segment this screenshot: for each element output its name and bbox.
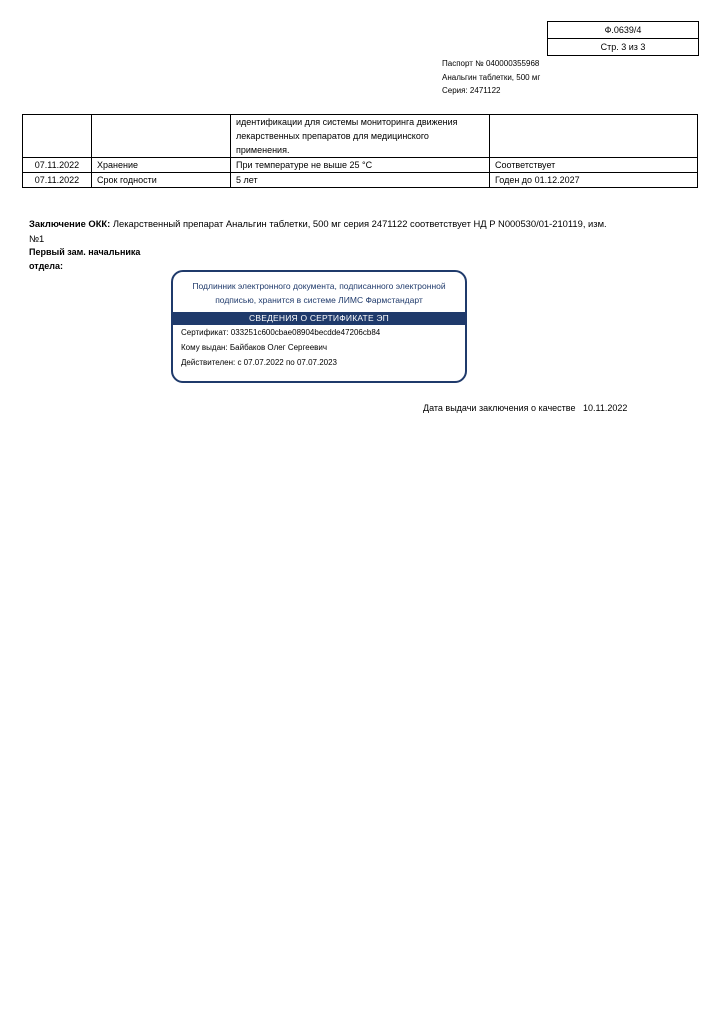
cell-param: Срок годности [92,173,231,188]
stamp-issued-to: Кому выдан: Байбаков Олег Сергеевич [181,343,328,352]
cell-date: 07.11.2022 [23,173,92,188]
cell-date [23,115,92,158]
cell-requirement: идентификации для системы мониторинга движения лекарственных препаратов для медицинского применения. [231,115,490,158]
cell-param: Хранение [92,158,231,173]
passport-product: Анальгин таблетки, 500 мг [442,72,541,82]
cell-date: 07.11.2022 [23,158,92,173]
passport-header [442,57,540,98]
cell-result: Соответствует [490,158,698,173]
qc-conclusion [29,216,609,246]
stamp-valid: Действителен: с 07.07.2022 по 07.07.2023 [181,358,337,367]
page-number: Стр. 3 из 3 [548,38,698,55]
form-code: Ф.0639/4 [604,25,642,35]
issue-date-value: 10.11.2022 [582,403,628,413]
stamp-certificate: Сертификат: 033251c600cbae08904becdde47206cb84 [181,328,381,337]
cell-result [490,115,698,158]
stamp-band: СВЕДЕНИЯ О СЕРТИФИКАТЕ ЭП [173,312,465,325]
table-row [23,115,698,158]
passport-series: Серия: 2471122 [442,86,501,95]
conclusion-label: Заключение ОКК: [29,218,111,229]
cell-result: Годен до 01.12.2027 [490,173,698,188]
passport-number: Паспорт № 040000355968 [442,59,540,68]
issue-date-label: Дата выдачи заключения о качестве [423,403,576,413]
conclusion-text: Лекарственный препарат Анальгин таблетки, 500 мг серия 2471122 соответствует НД Р N000530/01-210119, изм.№1 [29,218,607,244]
table-row [23,158,698,173]
stamp-header: Подлинник электронного документа, подписанного электронной подписью, хранится в системе ЛИМС Фармстандарт [192,281,446,305]
cell-requirement: При температуре не выше 25 °С [231,158,490,173]
test-results-table [22,114,698,188]
signatory-title: Первый зам. начальника отдела: [29,247,141,271]
electronic-signature-stamp [171,270,467,383]
table-row [23,173,698,188]
cell-requirement: 5 лет [231,173,490,188]
cell-param [92,115,231,158]
issue-date [423,403,627,413]
form-code-box [547,21,699,56]
